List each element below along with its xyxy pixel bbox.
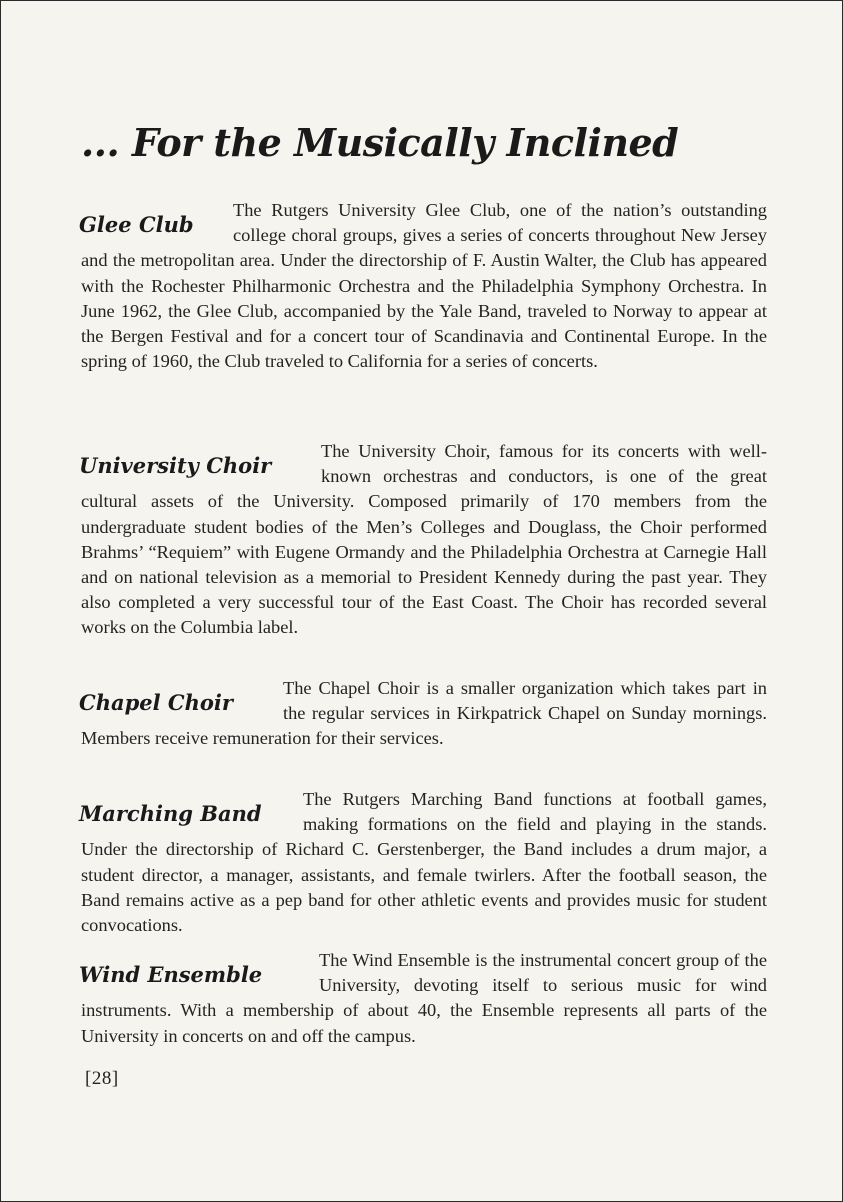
page-title: ... For the Musically Inclined (81, 120, 679, 165)
section-chapel-choir (81, 676, 767, 752)
section-marching-band (81, 787, 767, 938)
section-wind-ensemble (81, 948, 767, 1049)
section-heading-chapel-choir: Chapel Choir (79, 690, 233, 715)
section-text-wind-ensemble: The Wind Ensemble is the instrumental concert group of the University, devoting itself to serious music for wind instruments. With a membership of about 40, the Ensemble represents all parts of the University in concerts on and off the campus. (81, 950, 767, 1046)
section-text-chapel-choir: The Chapel Choir is a smaller organization which takes part in the regular services in Kirkpatrick Chapel on Sunday mornings. Members receive remuneration for their services. (81, 678, 767, 749)
section-text-university-choir: The University Choir, famous for its concerts with well-known orchestras and conductors, is one of the great cultural assets of the University. Composed primarily of 170 members from the undergraduate student bodies of the Men’s Colleges and Douglass, the Choir performed Brahms’ “Requiem” with Eugene Ormandy and the Philadelphia Orchestra at Carnegie Hall and on national television as a memorial to President Kennedy during the past year. They also completed a very successful tour of the East Coast. The Choir has recorded several works on the Columbia label. (81, 441, 767, 638)
section-university-choir (81, 439, 767, 641)
section-heading-university-choir: University Choir (79, 453, 272, 478)
section-heading-marching-band: Marching Band (79, 801, 262, 826)
section-text-marching-band: The Rutgers Marching Band functions at football games, making formations on the field and playing in the stands. Under the directorship of Richard C. Gerstenberger, the Band includes a drum major, a student director, a manager, assistants, and female twirlers. After the football season, the Band remains active as a pep band for other athletic events and provides music for student convocations. (81, 789, 767, 936)
section-glee-club (81, 198, 767, 374)
section-text-glee-club: The Rutgers University Glee Club, one of the nation’s outstanding college choral groups, gives a series of concerts throughout New Jersey and the metropolitan area. Under the directorship of F. Austin Walter, the Club has appeared with the Rochester Philharmonic Orchestra and the Philadelphia Symphony Orchestra. In June 1962, the Glee Club, accompanied by the Yale Band, traveled to Norway to appear at the Bergen Festival and for a concert tour of Scandinavia and Continental Europe. In the spring of 1960, the Club traveled to California for a series of concerts. (81, 200, 767, 372)
page-number: [28] (85, 1068, 119, 1089)
section-heading-glee-club: Glee Club (79, 212, 194, 237)
section-heading-wind-ensemble: Wind Ensemble (79, 962, 263, 987)
